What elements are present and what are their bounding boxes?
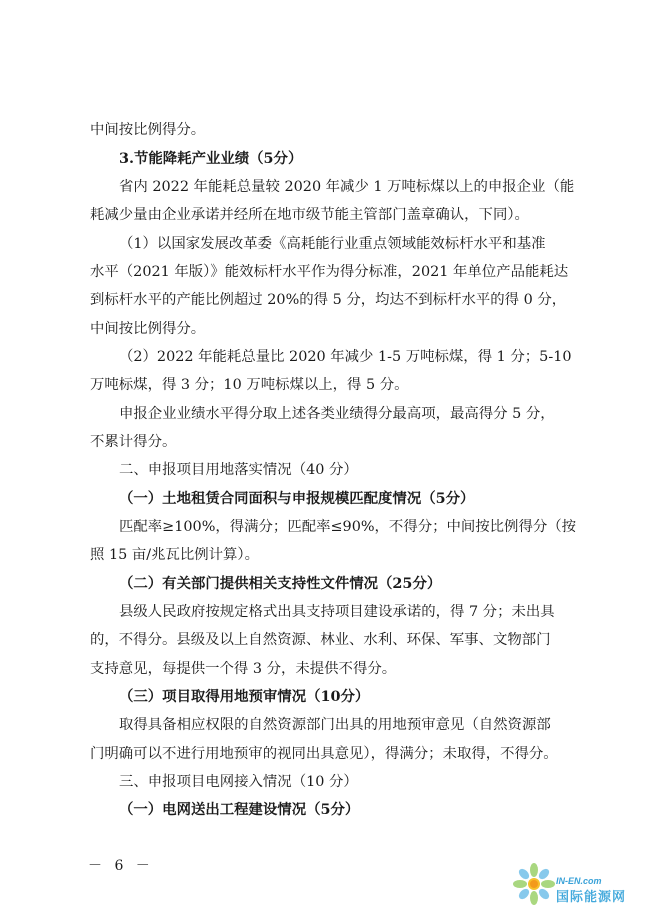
- text-line: 省内 2022 年能耗总量较 2020 年减少 1 万吨标煤以上的申报企业（能: [119, 179, 575, 195]
- text-line: 不累计得分。: [90, 434, 177, 450]
- watermark-logo: [512, 862, 642, 910]
- subsection-heading: （二）有关部门提供相关支持性文件情况（25分）: [119, 575, 442, 592]
- text-line: 照 15 亩/兆瓦比例计算）。: [90, 547, 260, 563]
- page-number: － 6 －: [88, 858, 154, 874]
- watermark-url: IN-EN.com: [556, 876, 602, 886]
- text-line: 申报企业业绩水平得分取上述各类业绩得分最高项，最高得分 5 分，: [119, 406, 555, 422]
- subsection-heading: （一）电网送出工程建设情况（5分）: [119, 801, 360, 818]
- text-line: 门明确可以不进行用地预审的视同出具意见），得满分；未取得，不得分。: [90, 746, 558, 762]
- text-line: 匹配率≥100%，得满分；匹配率≤90%，不得分；中间按比例得分（按: [119, 519, 577, 535]
- text-line: 中间按比例得分。: [90, 321, 206, 337]
- text-line: 水平（2021 年版）》能效标杆水平作为得分标准，2021 年单位产品能耗达: [90, 264, 569, 280]
- watermark-name: 国际能源网: [556, 889, 627, 904]
- text-line: 万吨标煤，得 3 分；10 万吨标煤以上，得 5 分。: [90, 377, 409, 393]
- text-line: 县级人民政府按规定格式出具支持项目建设承诺的，得 7 分；未出具: [119, 604, 555, 620]
- section-heading: 三、申报项目电网接入情况（10 分）: [119, 774, 358, 790]
- text-line: 取得具备相应权限的自然资源部门出具的用地预审意见（自然资源部: [119, 717, 551, 733]
- subsection-heading: （三）项目取得用地预审情况（10分）: [119, 688, 370, 705]
- text-line: （2）2022 年能耗总量比 2020 年减少 1-5 万吨标煤，得 1 分；5-10: [119, 349, 572, 365]
- text-line: 中间按比例得分。: [90, 122, 206, 138]
- subsection-heading: （一）土地租赁合同面积与申报规模匹配度情况（5分）: [119, 490, 475, 507]
- text-line: 到标杆水平的产能比例超过 20%的得 5 分，均达不到标杆水平的得 0 分，: [90, 292, 567, 308]
- sun-flower-icon: [512, 862, 556, 906]
- text-line: 的，不得分。县级及以上自然资源、林业、水利、环保、军事、文物部门: [90, 632, 551, 648]
- text-line: 支持意见，每提供一个得 3 分，未提供不得分。: [90, 661, 397, 677]
- section-heading: 二、申报项目用地落实情况（40 分）: [119, 462, 358, 478]
- text-line: （1）以国家发展改革委《高耗能行业重点领域能效标杆水平和基准: [119, 236, 546, 252]
- section-heading: 3.节能降耗产业业绩（5分）: [119, 150, 303, 167]
- text-line: 耗减少量由企业承诺并经所在地市级节能主管部门盖章确认，下同）。: [90, 207, 529, 223]
